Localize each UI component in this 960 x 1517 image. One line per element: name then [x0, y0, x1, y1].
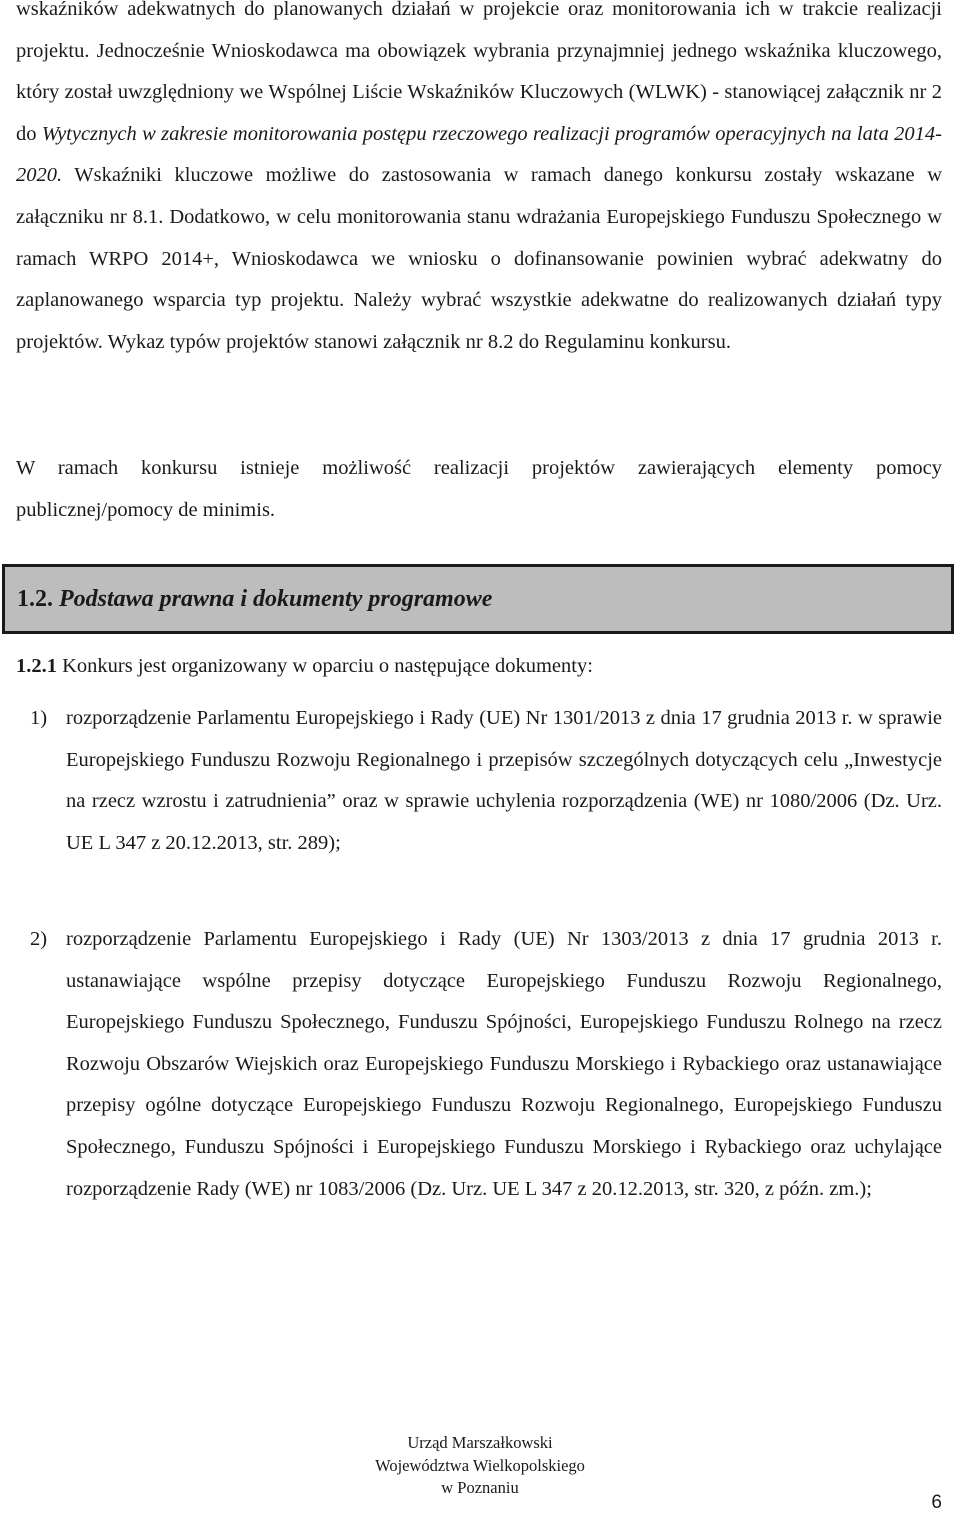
page-footer	[0, 1432, 960, 1500]
list-item-marker: 2)	[30, 928, 48, 950]
section-title: Podstawa prawna i dokumenty programowe	[59, 586, 493, 612]
footer-line: Urząd Marszałkowski	[407, 1433, 553, 1452]
section-heading	[17, 579, 492, 619]
list-item-text: rozporządzenie Parlamentu Europejskiego i Rady (UE) Nr 1303/2013 z dnia 17 grudnia 2013 r. ustanawiające wspólne przepisy dotyczące Europejskiego Funduszu Rozwoju Regionalnego, Europejskiego Funduszu Społecznego, Funduszu Spójności, Europejskiego Funduszu Rolnego na rzecz Rozwoju Obszarów Wiejskich oraz Europejskiego Funduszu Morskiego i Rybackiego oraz ustanawiające przepisy ogólne dotyczące Europejskiego Funduszu Rozwoju Regionalnego, Europejskiego Funduszu Społecznego, Funduszu Spójności i Europejskiego Funduszu Morskiego i Rybackiego oraz uchylające rozporządzenie Rady (WE) nr 1083/2006 (Dz. Urz. UE L 347 z 20.12.2013, str. 320, z późn. zm.);	[66, 928, 942, 1200]
list-item	[16, 919, 942, 1210]
list-item-text: rozporządzenie Parlamentu Europejskiego i Rady (UE) Nr 1301/2013 z dnia 17 grudnia 2013 r. w sprawie Europejskiego Funduszu Rozwoju Regionalnego i przepisów szczególnych dotyczących celu „Inwestycje na rzecz wzrostu i zatrudnienia” oraz w sprawie uchylenia rozporządzenia (WE) nr 1080/2006 (Dz. Urz. UE L 347 z 20.12.2013, str. 289);	[66, 707, 942, 854]
footer-line: Województwa Wielkopolskiego	[375, 1455, 585, 1475]
subsection-intro-text: Konkurs jest organizowany w oparciu o następujące dokumenty:	[57, 655, 593, 677]
page-number: 6	[931, 1492, 942, 1513]
list-item	[16, 698, 942, 864]
list-item-marker: 1)	[30, 707, 48, 729]
subsection-intro	[16, 646, 593, 686]
paragraph-indicators-text-1: wskaźników adekwatnych do planowanych działań w projekcie oraz monitorowania ich w trakcie realizacji projektu. Jednocześnie Wnioskodawca ma obowiązek wybrania przynajmniej jednego wskaźnika kluczowego, który został uwzględniony we Wspólnej Liście Wskaźników Kluczowych (WLWK) - stanowiącej załącznik nr 2 do	[16, 0, 942, 145]
guidelines-title-italic: Wytycznych w zakresie monitorowania postępu rzeczowego realizacji programów operacyjnych na lata 2014-2020.	[16, 122, 943, 187]
paragraph-indicators-text-2: Wskaźniki kluczowe możliwe do zastosowania w ramach danego konkursu zostały wskazane w załączniku nr 8.1. Dodatkowo, w celu monitorowania stanu wdrażania Europejskiego Funduszu Społecznego w ramach WRPO 2014+, Wnioskodawca we wniosku o dofinansowanie powinien wybrać adekwatny do zaplanowanego wsparcia typ projektu. Należy wybrać wszystkie adekwatne do realizowanych działań typy projektów. Wykaz typów projektów stanowi załącznik nr 8.2 do Regulaminu konkursu.	[16, 164, 942, 353]
section-number: 1.2.	[17, 586, 53, 612]
paragraph-indicators	[16, 0, 942, 363]
subsection-number: 1.2.1	[16, 655, 57, 677]
paragraph-state-aid: W ramach konkursu istnieje możliwość realizacji projektów zawierających elementy pomocy publicznej/pomocy de minimis.	[16, 457, 942, 521]
section-heading-box	[2, 564, 954, 634]
footer-line: w Poznaniu	[441, 1478, 519, 1497]
